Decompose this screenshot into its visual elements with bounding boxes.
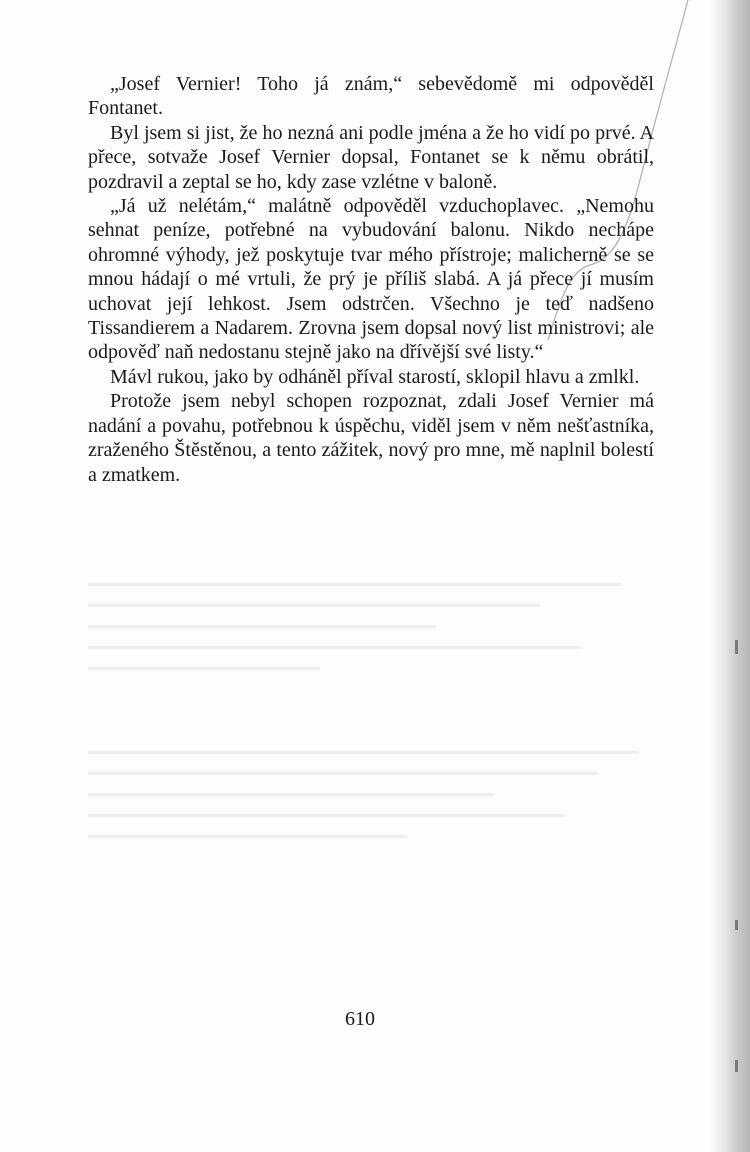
page-edge-shadow bbox=[710, 0, 750, 1152]
paragraph: Protože jsem nebyl schopen rozpoznat, zdali Josef Vernier má nadání a povahu, potřebnou k úspěchu, viděl jsem v něm nešťastníka, zraženého Štěstěnou, a tento zážitek, nový pro mne, mě naplnil bolestí a zmatkem. bbox=[88, 390, 654, 486]
edge-mark bbox=[735, 640, 738, 654]
paragraph: „Já už nelétám,“ malátně odpověděl vzduchoplavec. „Nemohu sehnat peníze, potřebné na vybudování balonu. Nikdo nechápe ohromné výhody, jež poskytuje tvar mého přístroje; malicherně se se mnou hádají o mé vrtuli, že prý je příliš slabá. A já přece jí musím uchovat její lehkost. Jsem odstrčen. Všechno je teď nadšeno Tissandierem a Nadarem. Zrovna jsem dopsal nový list ministrovi; ale odpověď naň nedostanu stejně jako na dřívější své listy.“ bbox=[88, 195, 654, 364]
edge-mark bbox=[735, 1060, 738, 1072]
paragraph: Byl jsem si jist, že ho nezná ani podle jména a že ho vidí po prvé. A přece, sotvaže Josef Vernier dopsal, Fontanet se k němu obrátil, pozdravil a zeptal se ho, kdy zase vzlétne v baloně. bbox=[88, 121, 654, 193]
bleed-through-text bbox=[88, 565, 668, 838]
edge-mark bbox=[735, 920, 738, 930]
paragraph: Mávl rukou, jako by odháněl příval starostí, sklopil hlavu a zmlkl. bbox=[110, 365, 640, 388]
paragraph: „Josef Vernier! Toho já znám,“ sebevědomě mi odpověděl Fontanet. bbox=[88, 73, 654, 120]
body-text bbox=[88, 72, 654, 487]
page-number: 610 bbox=[345, 1008, 375, 1030]
